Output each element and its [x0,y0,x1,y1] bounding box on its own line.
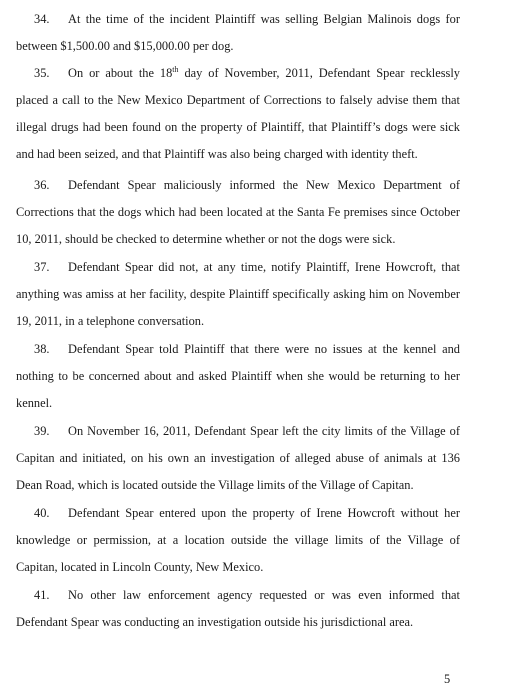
paragraph-37 [16,254,460,335]
paragraph-text: Defendant Spear told Plaintiff that there were no issues at the kennel and nothing to be concerned about and asked Plaintiff when she would be returning to her kennel. [16,342,460,410]
page-number: 5 [444,672,451,686]
paragraph-text: No other law enforcement agency requested or was even informed that Defendant Spear was conducting an investigation outside his jurisdictional area. [16,588,460,629]
paragraph-34 [16,6,460,60]
paragraph-number: 39. [34,424,50,438]
paragraph-36 [16,172,460,253]
paragraph-number: 35. [34,66,50,80]
paragraph-35 [16,60,460,168]
paragraph-text: Defendant Spear maliciously informed the New Mexico Department of Corrections that the dogs which had been located at the Santa Fe premises since October 10, 2011, should be checked to determine whether or not the dogs were sick. [16,178,460,246]
paragraph-text: Defendant Spear did not, at any time, notify Plaintiff, Irene Howcroft, that anything was amiss at her facility, despite Plaintiff specifically asking him on November 19, 2011, in a telephone conversation. [16,260,460,328]
paragraph-number: 34. [34,12,50,26]
paragraph-number: 41. [34,588,50,602]
paragraph-number: 40. [34,506,50,520]
paragraph-number: 37. [34,260,50,274]
paragraph-text: On November 16, 2011, Defendant Spear left the city limits of the Village of Capitan and initiated, on his own an investigation of alleged abuse of animals at 136 Dean Road, which is located outside the Village limits of the Village of Capitan. [16,424,460,492]
paragraph-number: 38. [34,342,50,356]
paragraph-number: 36. [34,178,50,192]
paragraph-41 [16,582,460,636]
paragraph-text-start: On or about the 18 [68,66,173,80]
paragraph-40 [16,500,460,581]
ordinal-suffix: th [172,64,179,74]
paragraph-38 [16,336,460,417]
paragraph-text: Defendant Spear entered upon the property of Irene Howcroft without her knowledge or permission, at a location outside the village limits of the Village of Capitan, located in Lincoln County, New Mexico. [16,506,460,574]
paragraph-text: day of November, 2011, Defendant Spear recklessly placed a call to the New Mexico Department of Corrections to falsely advise them that illegal drugs had been found on the property of Plaintiff, that Plaintiff’s dogs were sick and had been seized, and that Plaintiff was also being charged with identity theft. [16,66,460,161]
paragraph-39 [16,418,460,499]
paragraph-text: At the time of the incident Plaintiff was selling Belgian Malinois dogs for between $1,500.00 and $15,000.00 per dog. [16,12,460,53]
